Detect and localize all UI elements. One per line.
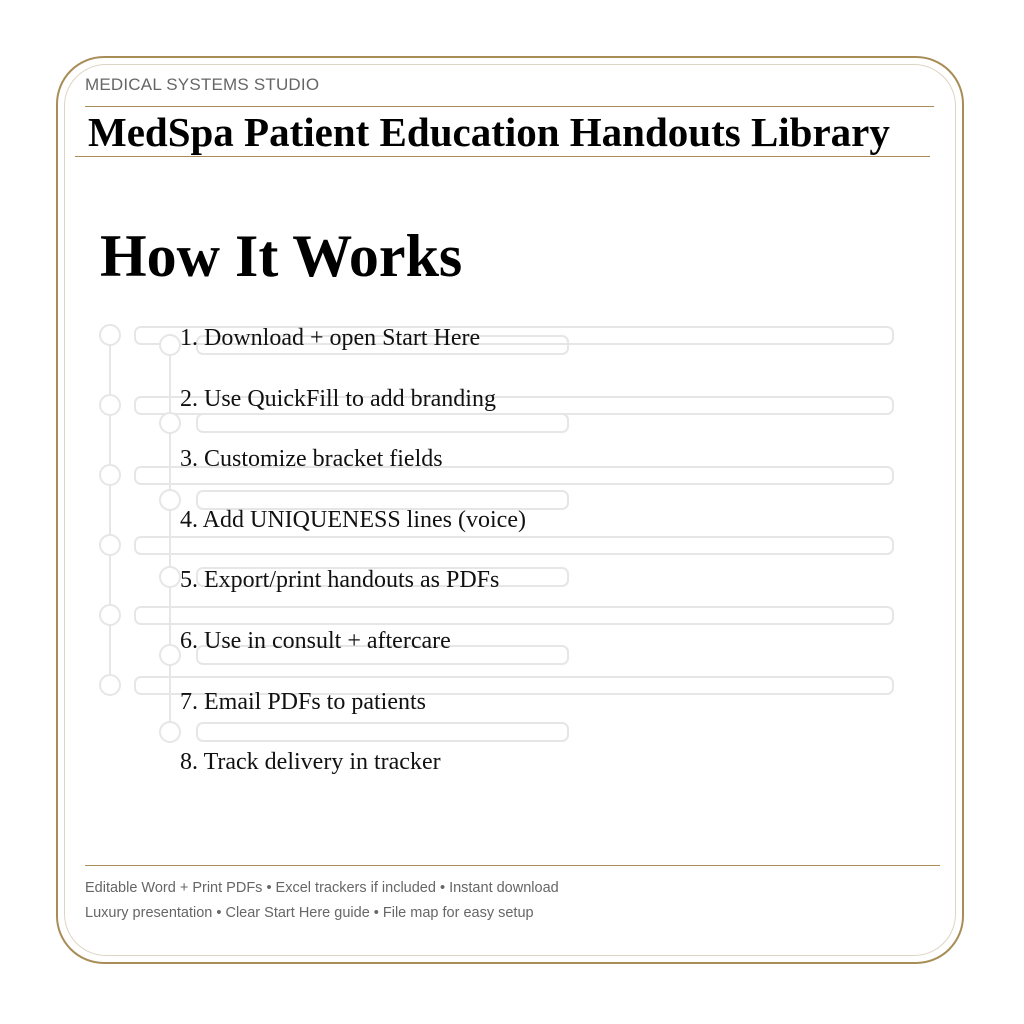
step-item: 3. Customize bracket fields	[180, 446, 443, 473]
section-title: How It Works	[100, 223, 463, 289]
footer-divider	[85, 865, 940, 866]
steps-list	[180, 320, 526, 805]
step-item: 6. Use in consult + aftercare	[180, 627, 451, 654]
page-title: MedSpa Patient Education Handouts Library	[88, 109, 890, 155]
header-divider-bottom	[75, 156, 930, 157]
studio-name: MEDICAL SYSTEMS STUDIO	[85, 75, 320, 94]
step-item: 7. Email PDFs to patients	[180, 688, 426, 715]
step-item: 8. Track delivery in tracker	[180, 749, 441, 776]
footer-features: Editable Word + Print PDFs • Excel trackers if included • Instant download	[85, 880, 559, 896]
footer-benefits: Luxury presentation • Clear Start Here guide • File map for easy setup	[85, 905, 534, 921]
header-divider-top	[85, 106, 934, 107]
step-item: 5. Export/print handouts as PDFs	[180, 567, 500, 594]
step-item: 1. Download + open Start Here	[180, 325, 481, 351]
step-item: 2. Use QuickFill to add branding	[180, 385, 496, 412]
step-item: 4. Add UNIQUENESS lines (voice)	[180, 506, 526, 533]
